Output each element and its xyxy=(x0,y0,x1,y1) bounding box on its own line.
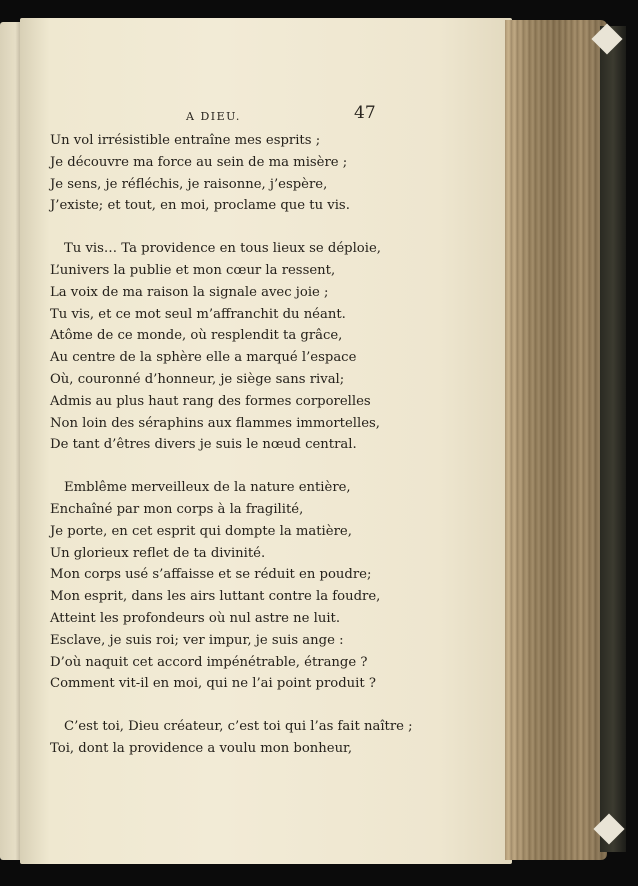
poem-line: Où, couronné d’honneur, je siège sans rival; xyxy=(50,371,345,387)
poem-line: Comment vit-il en moi, qui ne l’ai point produit ? xyxy=(50,676,376,692)
poem-line: Mon corps usé s’affaisse et se réduit en poudre; xyxy=(50,567,372,583)
running-title: A DIEU. xyxy=(186,110,241,123)
poem-line: D’où naquit cet accord impénétrable, étrange ? xyxy=(50,654,368,670)
poem-line: Je découvre ma force au sein de ma misère ; xyxy=(50,154,348,170)
poem-line: La voix de ma raison la signale avec joie ; xyxy=(50,284,329,300)
poem-line: Esclave, je suis roi; ver impur, je suis ange : xyxy=(50,632,344,648)
poem-line: Enchaîné par mon corps à la fragilité, xyxy=(50,501,304,517)
poem-line: Je sens, je réfléchis, je raisonne, j’espère, xyxy=(50,176,328,192)
poem-line: Au centre de la sphère elle a marqué l’espace xyxy=(50,350,357,366)
poem-line: L’univers la publie et mon cœur la ressent, xyxy=(50,262,336,278)
poem-text xyxy=(50,130,413,760)
page-number: 47 xyxy=(354,103,376,123)
poem-line: Un glorieux reflet de ta divinité. xyxy=(50,545,266,561)
poem-line: J’existe; et tout, en moi, proclame que tu vis. xyxy=(50,198,350,214)
poem-line: Atôme de ce monde, où resplendit ta grâce, xyxy=(50,328,343,344)
poem-line: C’est toi, Dieu créateur, c’est toi qui l’as fait naître ; xyxy=(64,719,413,735)
poem-line: Tu vis… Ta providence en tous lieux se déploie, xyxy=(64,241,381,257)
poem-line: Atteint les profondeurs où nul astre ne luit. xyxy=(50,610,341,626)
poem-line: De tant d’êtres divers je suis le nœud central. xyxy=(50,437,357,453)
book-cover-board xyxy=(600,26,626,852)
poem-line: Mon esprit, dans les airs luttant contre la foudre, xyxy=(50,589,381,605)
poem-line: Emblême merveilleux de la nature entière, xyxy=(64,480,351,496)
poem-line: Admis au plus haut rang des formes corporelles xyxy=(50,393,371,409)
book-fore-edge xyxy=(505,20,607,860)
poem-line: Toi, dont la providence a voulu mon bonheur, xyxy=(50,740,353,756)
poem-line: Un vol irrésistible entraîne mes esprits ; xyxy=(50,133,321,148)
poem-line: Tu vis, et ce mot seul m’affranchit du néant. xyxy=(50,306,346,322)
poem-line: Non loin des séraphins aux flammes immortelles, xyxy=(50,415,380,431)
poem-line: Je porte, en cet esprit qui dompte la matière, xyxy=(50,523,352,539)
facing-page-edge xyxy=(0,22,22,860)
